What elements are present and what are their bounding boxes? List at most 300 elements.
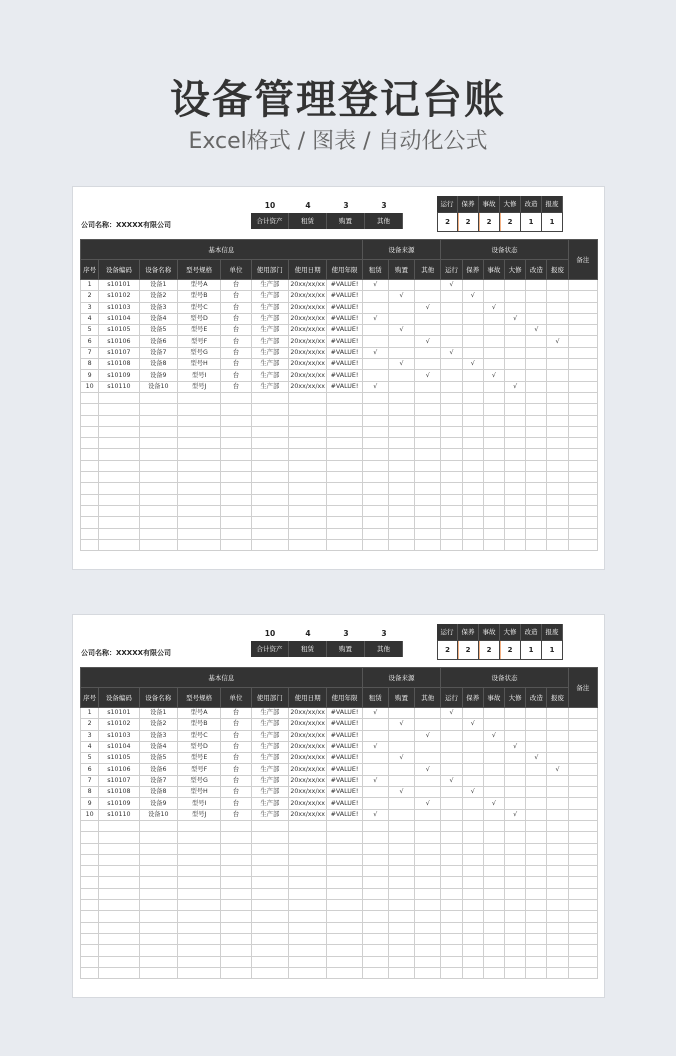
table-cell[interactable] [462,775,483,786]
table-cell[interactable] [415,809,441,820]
table-cell[interactable] [415,472,441,483]
table-cell[interactable] [526,347,547,358]
table-cell[interactable] [526,956,547,967]
table-cell[interactable]: 型号J [177,381,220,392]
table-cell[interactable]: 生产部 [251,370,288,381]
table-cell[interactable]: 设备9 [139,370,177,381]
table-cell[interactable] [139,415,177,426]
table-cell[interactable] [362,933,388,944]
table-cell[interactable] [415,866,441,877]
table-cell[interactable]: 设备2 [139,719,177,730]
table-cell[interactable] [99,922,139,933]
table-cell[interactable] [388,449,414,460]
table-cell[interactable] [526,900,547,911]
table-cell[interactable]: 生产部 [251,280,288,291]
table-cell[interactable]: 台 [221,359,251,370]
table-cell[interactable]: √ [362,708,388,719]
table-cell[interactable] [547,900,568,911]
table-cell[interactable] [177,392,220,403]
table-cell[interactable] [441,843,462,854]
table-cell[interactable] [462,415,483,426]
table-cell[interactable] [547,809,568,820]
table-cell[interactable]: 型号A [177,708,220,719]
table-cell[interactable] [505,854,526,865]
table-cell[interactable] [483,933,504,944]
table-cell[interactable] [221,922,251,933]
status-value[interactable]: 2 [500,640,521,660]
table-cell[interactable]: s10103 [99,302,139,313]
table-cell[interactable] [81,415,99,426]
table-cell[interactable] [483,764,504,775]
table-cell[interactable]: 台 [221,775,251,786]
table-cell[interactable] [526,888,547,899]
table-cell[interactable] [505,392,526,403]
table-cell[interactable] [441,900,462,911]
table-cell[interactable] [81,494,99,505]
table-cell[interactable] [568,933,597,944]
table-cell[interactable]: 型号A [177,280,220,291]
table-cell[interactable] [505,291,526,302]
table-cell[interactable] [483,787,504,798]
table-cell[interactable]: √ [483,730,504,741]
table-cell[interactable] [568,967,597,978]
table-cell[interactable] [526,291,547,302]
table-cell[interactable] [221,843,251,854]
table-cell[interactable] [415,539,441,550]
table-cell[interactable] [415,415,441,426]
table-cell[interactable] [177,404,220,415]
table-cell[interactable]: √ [388,325,414,336]
table-cell[interactable] [415,956,441,967]
table-cell[interactable] [441,494,462,505]
table-cell[interactable] [441,505,462,516]
table-cell[interactable] [81,539,99,550]
table-cell[interactable] [483,494,504,505]
table-cell[interactable] [462,426,483,437]
table-cell[interactable] [388,708,414,719]
table-cell[interactable] [568,832,597,843]
table-cell[interactable] [462,843,483,854]
table-cell[interactable]: 20xx/xx/xx [288,370,326,381]
table-cell[interactable] [362,404,388,415]
table-cell[interactable] [462,528,483,539]
table-cell[interactable] [327,517,362,528]
table-cell[interactable] [221,933,251,944]
table-cell[interactable] [483,313,504,324]
table-cell[interactable] [177,426,220,437]
table-cell[interactable] [505,730,526,741]
table-cell[interactable]: 20xx/xx/xx [288,741,326,752]
table-cell[interactable] [362,392,388,403]
table-cell[interactable] [288,877,326,888]
table-cell[interactable] [99,911,139,922]
table-cell[interactable] [415,719,441,730]
table-cell[interactable] [362,956,388,967]
table-cell[interactable] [81,866,99,877]
table-cell[interactable] [288,483,326,494]
table-cell[interactable]: 2 [81,719,99,730]
table-cell[interactable] [483,775,504,786]
table-cell[interactable]: s10104 [99,313,139,324]
table-cell[interactable] [388,280,414,291]
table-cell[interactable] [505,347,526,358]
table-cell[interactable] [327,528,362,539]
table-cell[interactable] [526,945,547,956]
table-cell[interactable] [139,494,177,505]
table-cell[interactable]: 生产部 [251,381,288,392]
table-cell[interactable]: √ [505,381,526,392]
table-cell[interactable] [327,494,362,505]
table-cell[interactable] [251,483,288,494]
table-cell[interactable]: 型号C [177,302,220,313]
table-cell[interactable]: #VALUE! [327,280,362,291]
table-cell[interactable] [526,280,547,291]
table-cell[interactable] [483,809,504,820]
table-cell[interactable]: √ [415,370,441,381]
table-cell[interactable] [415,381,441,392]
table-cell[interactable] [462,956,483,967]
table-cell[interactable] [462,347,483,358]
table-cell[interactable] [288,820,326,831]
table-cell[interactable]: 台 [221,719,251,730]
table-cell[interactable] [327,415,362,426]
table-cell[interactable] [415,832,441,843]
table-cell[interactable] [547,505,568,516]
table-cell[interactable] [483,517,504,528]
table-cell[interactable] [483,325,504,336]
table-cell[interactable] [415,933,441,944]
table-cell[interactable] [327,438,362,449]
table-cell[interactable]: √ [547,764,568,775]
table-cell[interactable] [288,392,326,403]
table-cell[interactable] [462,370,483,381]
table-cell[interactable] [288,922,326,933]
table-cell[interactable]: √ [362,809,388,820]
table-cell[interactable] [547,291,568,302]
table-cell[interactable] [441,809,462,820]
table-cell[interactable] [327,404,362,415]
table-cell[interactable] [99,832,139,843]
table-cell[interactable]: 4 [81,313,99,324]
table-cell[interactable] [415,347,441,358]
table-cell[interactable] [483,359,504,370]
table-cell[interactable]: √ [415,302,441,313]
table-cell[interactable] [251,404,288,415]
table-cell[interactable]: 设备10 [139,381,177,392]
status-value[interactable]: 2 [458,640,479,660]
table-cell[interactable] [221,832,251,843]
table-cell[interactable] [462,911,483,922]
table-cell[interactable] [362,764,388,775]
table-cell[interactable]: √ [362,775,388,786]
table-cell[interactable] [288,472,326,483]
table-cell[interactable]: √ [462,291,483,302]
table-cell[interactable] [139,888,177,899]
table-cell[interactable] [99,933,139,944]
table-cell[interactable] [362,787,388,798]
table-cell[interactable]: 型号F [177,336,220,347]
table-cell[interactable] [221,392,251,403]
table-cell[interactable] [362,911,388,922]
table-cell[interactable] [526,472,547,483]
table-cell[interactable]: 20xx/xx/xx [288,753,326,764]
table-cell[interactable] [568,820,597,831]
table-cell[interactable]: #VALUE! [327,359,362,370]
table-cell[interactable] [568,866,597,877]
table-cell[interactable] [547,528,568,539]
table-cell[interactable] [526,933,547,944]
table-cell[interactable]: 型号G [177,347,220,358]
table-cell[interactable] [441,764,462,775]
table-cell[interactable] [327,843,362,854]
table-cell[interactable] [415,291,441,302]
table-cell[interactable] [441,325,462,336]
table-cell[interactable] [547,438,568,449]
table-cell[interactable] [505,820,526,831]
table-cell[interactable] [505,404,526,415]
table-cell[interactable] [441,370,462,381]
table-cell[interactable] [139,392,177,403]
table-cell[interactable] [251,967,288,978]
table-cell[interactable] [505,280,526,291]
table-cell[interactable] [221,483,251,494]
table-cell[interactable] [568,517,597,528]
table-cell[interactable] [415,392,441,403]
table-cell[interactable] [251,392,288,403]
table-cell[interactable] [568,753,597,764]
table-cell[interactable] [99,528,139,539]
table-cell[interactable] [462,753,483,764]
table-cell[interactable] [288,460,326,471]
table-cell[interactable] [505,302,526,313]
table-cell[interactable] [99,820,139,831]
table-cell[interactable]: 设备4 [139,741,177,752]
table-cell[interactable] [505,753,526,764]
table-cell[interactable] [505,325,526,336]
table-cell[interactable] [99,505,139,516]
table-cell[interactable] [415,483,441,494]
table-cell[interactable] [221,449,251,460]
table-cell[interactable] [139,866,177,877]
table-cell[interactable]: 生产部 [251,787,288,798]
table-cell[interactable] [547,888,568,899]
table-cell[interactable] [526,832,547,843]
table-cell[interactable] [327,392,362,403]
table-cell[interactable] [177,460,220,471]
table-cell[interactable] [99,843,139,854]
table-cell[interactable] [139,820,177,831]
table-cell[interactable] [327,956,362,967]
table-cell[interactable] [441,392,462,403]
table-cell[interactable] [139,539,177,550]
table-cell[interactable] [415,787,441,798]
table-cell[interactable] [415,359,441,370]
table-cell[interactable] [568,438,597,449]
table-cell[interactable] [99,945,139,956]
table-cell[interactable] [483,472,504,483]
table-cell[interactable] [327,900,362,911]
table-cell[interactable]: 型号D [177,741,220,752]
table-cell[interactable] [526,415,547,426]
table-cell[interactable] [483,460,504,471]
table-cell[interactable]: #VALUE! [327,719,362,730]
table-cell[interactable]: s10108 [99,787,139,798]
table-cell[interactable]: √ [526,753,547,764]
table-cell[interactable] [221,967,251,978]
table-cell[interactable] [462,945,483,956]
status-value[interactable]: 2 [479,640,500,660]
table-cell[interactable] [81,472,99,483]
table-cell[interactable] [327,888,362,899]
status-value[interactable]: 1 [521,212,542,232]
table-cell[interactable] [251,426,288,437]
table-cell[interactable]: 20xx/xx/xx [288,336,326,347]
table-cell[interactable] [99,483,139,494]
table-cell[interactable] [388,539,414,550]
table-cell[interactable] [441,911,462,922]
table-cell[interactable] [362,843,388,854]
table-cell[interactable] [441,945,462,956]
table-cell[interactable] [415,753,441,764]
table-cell[interactable]: 设备3 [139,302,177,313]
table-cell[interactable] [526,922,547,933]
table-cell[interactable] [99,404,139,415]
table-cell[interactable] [327,426,362,437]
table-cell[interactable] [177,911,220,922]
table-cell[interactable] [251,956,288,967]
table-cell[interactable] [568,291,597,302]
table-cell[interactable]: #VALUE! [327,753,362,764]
table-cell[interactable]: 生产部 [251,775,288,786]
table-cell[interactable]: s10107 [99,347,139,358]
table-cell[interactable] [362,370,388,381]
table-cell[interactable]: √ [388,753,414,764]
table-cell[interactable] [526,877,547,888]
table-cell[interactable] [251,505,288,516]
table-cell[interactable]: √ [547,336,568,347]
table-cell[interactable] [362,359,388,370]
table-cell[interactable] [483,336,504,347]
table-cell[interactable] [568,775,597,786]
table-cell[interactable] [441,820,462,831]
table-cell[interactable] [388,381,414,392]
table-cell[interactable] [505,922,526,933]
table-cell[interactable] [221,945,251,956]
table-cell[interactable]: 生产部 [251,730,288,741]
table-cell[interactable] [462,967,483,978]
table-cell[interactable] [288,888,326,899]
table-cell[interactable]: 生产部 [251,809,288,820]
table-cell[interactable] [388,956,414,967]
table-cell[interactable]: 8 [81,787,99,798]
table-cell[interactable] [441,483,462,494]
table-cell[interactable] [221,517,251,528]
table-cell[interactable] [99,494,139,505]
table-cell[interactable] [568,426,597,437]
table-cell[interactable]: 台 [221,313,251,324]
table-cell[interactable]: √ [462,719,483,730]
table-cell[interactable] [547,415,568,426]
table-cell[interactable] [568,381,597,392]
table-cell[interactable] [483,404,504,415]
table-cell[interactable] [526,370,547,381]
table-cell[interactable]: #VALUE! [327,291,362,302]
table-cell[interactable] [177,449,220,460]
table-cell[interactable] [251,438,288,449]
table-cell[interactable] [362,483,388,494]
table-cell[interactable] [568,370,597,381]
table-cell[interactable] [526,505,547,516]
table-cell[interactable] [221,854,251,865]
table-cell[interactable] [81,888,99,899]
table-cell[interactable] [388,438,414,449]
table-cell[interactable] [441,866,462,877]
table-cell[interactable] [505,449,526,460]
table-cell[interactable] [362,528,388,539]
table-cell[interactable] [462,280,483,291]
table-cell[interactable] [99,415,139,426]
table-cell[interactable] [388,370,414,381]
table-cell[interactable] [221,494,251,505]
table-cell[interactable]: 台 [221,302,251,313]
table-cell[interactable] [81,528,99,539]
table-cell[interactable] [483,832,504,843]
table-cell[interactable]: 台 [221,753,251,764]
table-cell[interactable] [362,426,388,437]
table-cell[interactable] [388,854,414,865]
table-cell[interactable] [177,843,220,854]
table-cell[interactable]: 1 [81,708,99,719]
table-cell[interactable] [505,528,526,539]
table-cell[interactable] [139,854,177,865]
table-cell[interactable] [462,730,483,741]
table-cell[interactable] [415,517,441,528]
table-cell[interactable]: 台 [221,798,251,809]
table-cell[interactable]: 台 [221,741,251,752]
table-cell[interactable] [415,945,441,956]
table-cell[interactable] [568,956,597,967]
table-cell[interactable] [81,933,99,944]
table-cell[interactable] [505,888,526,899]
table-cell[interactable]: 设备8 [139,787,177,798]
table-cell[interactable] [547,933,568,944]
table-cell[interactable] [568,854,597,865]
table-cell[interactable] [81,438,99,449]
table-cell[interactable] [362,325,388,336]
table-cell[interactable] [288,426,326,437]
table-cell[interactable] [483,291,504,302]
table-cell[interactable] [177,820,220,831]
table-cell[interactable] [547,313,568,324]
table-cell[interactable] [415,877,441,888]
table-cell[interactable]: s10104 [99,741,139,752]
table-cell[interactable] [505,843,526,854]
table-cell[interactable]: 型号E [177,753,220,764]
table-cell[interactable]: #VALUE! [327,336,362,347]
table-cell[interactable] [483,922,504,933]
table-cell[interactable] [177,866,220,877]
table-cell[interactable] [462,449,483,460]
table-cell[interactable] [568,708,597,719]
table-cell[interactable] [81,945,99,956]
table-cell[interactable] [568,528,597,539]
table-cell[interactable] [568,505,597,516]
table-cell[interactable] [415,967,441,978]
table-cell[interactable] [288,832,326,843]
table-cell[interactable] [362,832,388,843]
table-cell[interactable] [388,404,414,415]
table-cell[interactable]: 9 [81,798,99,809]
